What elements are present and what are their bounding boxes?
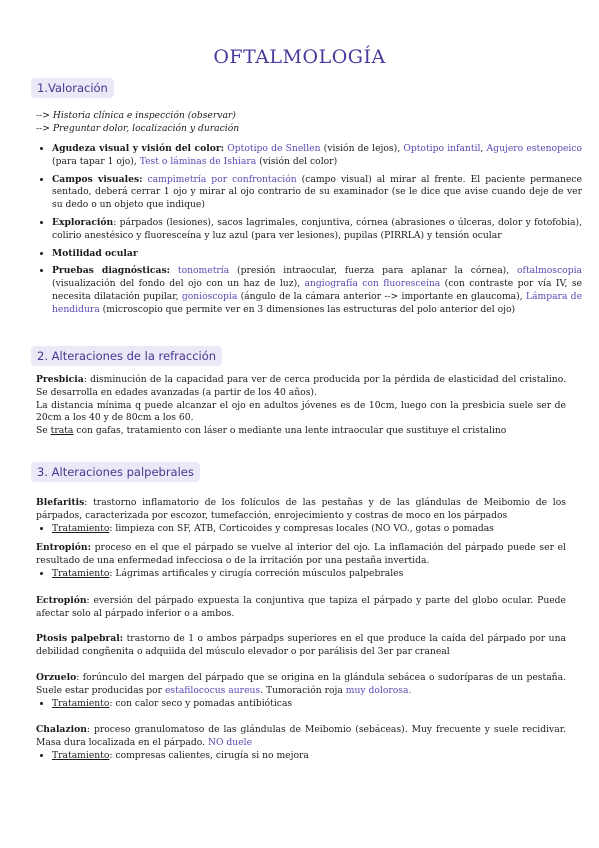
blefaritis-trat-label: Tratamiento: [52, 523, 110, 534]
chalazion-text: : proceso granulomatoso de las glándulas de Meibomio (sebáceas). Muy frecuente y suele recidivar. Masa dura localizada en el párpado.: [36, 724, 566, 748]
ectropion-label: Ectropión: [36, 595, 87, 606]
section-heading-palpebrales: 3. Alteraciones palpebrales: [31, 462, 200, 482]
campos-campimetria: campimetría por confrontación: [147, 173, 297, 185]
pruebas-text-1: (presión intraocular, fuerza para aplanar la córnea),: [229, 265, 518, 277]
agudeza-snellen: Optotipo de Snellen: [227, 143, 321, 154]
chalazion-paragraph: [36, 724, 566, 750]
orzuelo-trat-label: Tratamiento: [52, 698, 110, 709]
trata-post: con gafas, tratamiento con láser o mediante una lente intraocular que sustituye el cristalino: [73, 425, 507, 437]
blefaritis-list: [36, 523, 582, 536]
trata-pre: Se: [36, 425, 51, 437]
valoracion-arrow-2: --> Preguntar dolor, localización y duración: [36, 123, 240, 134]
presbicia-label: Presbicia: [36, 374, 84, 385]
blefaritis-trat-text: : limpieza con SF, ATB, Corticoides y compresas locales (NO VO., gotas o pomadas: [109, 523, 494, 534]
agudeza-label: Agudeza visual y visión del color:: [52, 143, 225, 154]
pruebas-text-3: (con contraste por vía IV, se necesita dilatación pupilar,: [52, 278, 583, 302]
agudeza-ishiara: Test o láminas de Ishiara: [139, 155, 257, 167]
pruebas-gonioscopia: gonioscopia: [181, 290, 238, 302]
orzuelo-treatment: [52, 698, 582, 711]
orzuelo-estafilococus: estafilococus aureus: [164, 684, 261, 696]
agudeza-estenopeico: Agujero estenopeico: [486, 143, 583, 154]
campos-label: Campos visuales:: [52, 173, 143, 185]
pruebas-angiografia: angiografía con fluoresceína: [304, 278, 441, 290]
agudeza-text-3: (para tapar 1 ojo),: [52, 155, 140, 167]
ptosis-paragraph: [36, 633, 566, 659]
entropion-label: Entropión:: [36, 542, 92, 553]
orzuelo-label: Orzuelo: [36, 672, 77, 683]
entropion-trat-text: : Lágrimas artificales y cirugía correción músculos palpebrales: [109, 568, 404, 579]
list-item-agudeza: [52, 143, 582, 169]
pruebas-text-4: (ángulo de la cámara anterior --> importante en glaucoma),: [237, 290, 526, 302]
valoracion-list: [36, 143, 582, 317]
blefaritis-label: Blefaritis: [36, 497, 85, 508]
entropion-list: [36, 568, 582, 581]
ectropion-paragraph: [36, 595, 566, 621]
refraccion-block: [36, 374, 566, 438]
chalazion-label: Chalazion: [36, 724, 87, 735]
orzuelo-list: [36, 698, 582, 711]
chalazion-treatment: [52, 750, 582, 763]
chalazion-no-duele: NO duele: [207, 736, 253, 748]
campos-text: (campo visual) al mirar al frente. El paciente permanece sentado, deberá cerrar 1 ojo y mirar al ojo contrario de su examinador (se le dice que avise cuando deje de ver su dedo o un objeto que indique): [52, 173, 582, 211]
agudeza-infantil: Optotipo infantil: [403, 143, 481, 154]
trata-paragraph: [36, 425, 566, 438]
pruebas-text-2: (visualización del fondo del ojo con un haz de luz),: [52, 278, 305, 290]
pruebas-text-5: (microscopio que permite ver en 3 dimensiones las estructuras del polo anterior del ojo): [99, 303, 516, 315]
presbicia-text: : disminución de la capacidad para ver de cerca producida por la pérdida de elasticidad del cristalino. Se desarrolla en edades avanzadas (a partir de los 40 años).: [36, 374, 566, 398]
section-heading-refraccion: 2. Alteraciones de la refracción: [31, 346, 222, 366]
orzuelo-trat-text: : con calor seco y pomadas antibióticas: [109, 698, 293, 709]
blefaritis-treatment: [52, 523, 582, 536]
list-item-exploracion: [52, 217, 582, 243]
exploracion-text: : párpados (lesiones), sacos lagrimales, conjuntiva, córnea (abrasiones o úlceras, dolor y fotofobia), colirio anestésico y fluoresceína y luz azul (para ver lesiones), pupilas (PIRRLA) y tensión ocular: [52, 216, 582, 241]
distancia-paragraph: La distancia mínima q puede alcanzar el ojo en adultos jóvenes es de 10cm, luego con la presbicia suele ser de 20cm a los 40 y de 80cm a los 60.: [36, 399, 566, 424]
blefaritis-paragraph: [36, 497, 566, 523]
pruebas-tonometria: tonometría: [177, 265, 230, 277]
valoracion-arrow-1: --> Historia clínica e inspección (observar): [36, 110, 236, 121]
agudeza-text-4: (visión del color): [256, 155, 338, 167]
list-item-pruebas: [52, 265, 582, 316]
ectropion-text: : eversión del párpado expuesta la conjuntiva que tapiza el párpado y parte del globo ocular. Puede afectar solo al párpado inferior o a ambos.: [36, 595, 566, 619]
trata-underlined: trata: [50, 425, 74, 437]
exploracion-label: Exploración: [52, 216, 114, 228]
list-item-campos: [52, 174, 582, 212]
pruebas-oftalmoscopia: oftalmoscopia: [517, 265, 582, 277]
chalazion-trat-text: : compresas calientes, cirugía si no mejora: [109, 750, 309, 761]
motilidad-label: Motilidad ocular: [52, 247, 138, 259]
pruebas-label: Pruebas diagnósticas:: [52, 265, 171, 277]
orzuelo-dolorosa: muy dolorosa.: [345, 684, 412, 696]
orzuelo-text: : forúnculo del margen del párpado que se origina en la glándula sebácea o sudoríparas de un pestaña. Suele estar producidas por: [36, 672, 566, 696]
entropion-treatment: [52, 568, 582, 581]
section-heading-valoracion: 1.Valoración: [31, 78, 114, 98]
entropion-trat-label: Tratamiento: [52, 568, 110, 579]
agudeza-text-2: ,: [480, 143, 487, 154]
presbicia-paragraph: [36, 374, 566, 400]
chalazion-list: [36, 750, 582, 763]
list-item-motilidad: [52, 248, 582, 261]
entropion-paragraph: [36, 542, 566, 568]
page-title: OFTALMOLOGÍA: [213, 46, 386, 68]
ptosis-text: trastorno de 1 o ambos párpadps superiores en el que produce la caída del párpado por una debilidad congñenita o adquiida del músculo elevador o por parálisis del 3er par craneal: [36, 633, 566, 657]
orzuelo-paragraph: [36, 672, 566, 698]
orzuelo-text-2: . Tumoración roja: [260, 684, 346, 696]
ptosis-label: Ptosis palpebral:: [36, 633, 124, 644]
chalazion-trat-label: Tratamiento: [52, 750, 110, 761]
pruebas-lampara: Lámpara de hendidura: [52, 290, 583, 315]
entropion-text: proceso en el que el párpado se vuelve al interior del ojo. La inflamación del párpado puede ser el resultado de una enfermedad infecciosa o de la irritación por una pestaña invertida.: [36, 542, 566, 566]
agudeza-text-1: (visión de lejos),: [320, 143, 404, 154]
blefaritis-text: : trastorno inflamatorio de los folículos de las pestañas y de las glándulas de Meibomio de los párpados, caracterizada por escozor, tumefacción, enrojecimiento y costras de moco en los párpados: [36, 497, 566, 521]
